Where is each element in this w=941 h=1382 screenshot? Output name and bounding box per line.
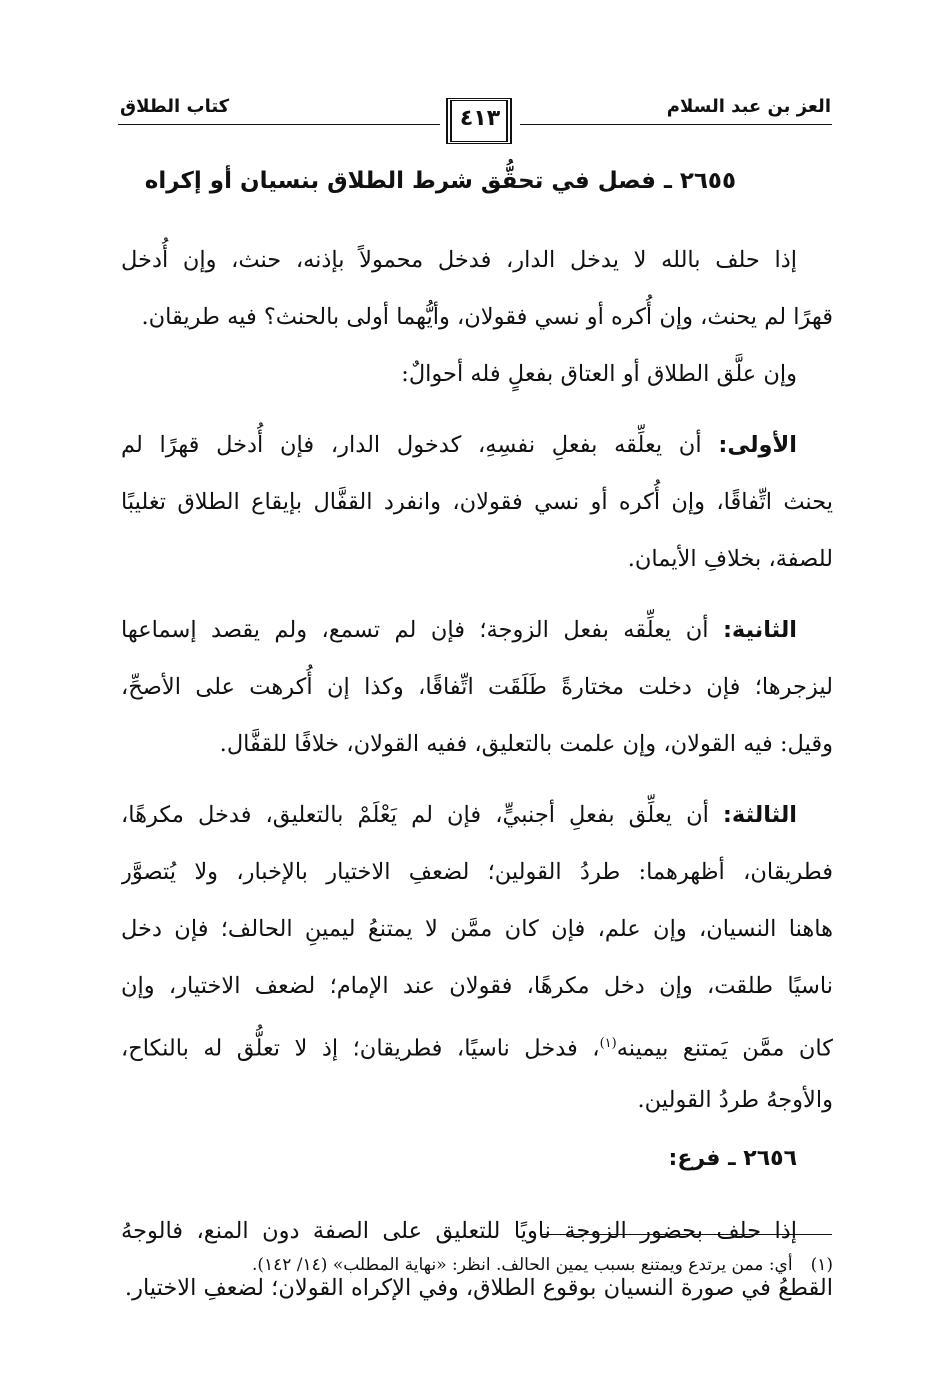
text-line: القطعُ في صورة النسيان بوقوع الطلاق، وفي الإكراه القولان؛ لضعفِ الاختيار. [124, 1275, 833, 1301]
text-line [121, 417, 833, 474]
case-label: الأولى: [718, 432, 797, 458]
text-span: أن يعلِّقه بفعلِ نفسِهِ، كدخول الدار، فإن أُدخل قهرًا لم [121, 432, 702, 458]
text-line: ناسيًا طلقت، وإن دخل مكرهًا، فقولان عند الإمام؛ لضعف الاختيار، وإن [121, 973, 833, 999]
text-line [121, 602, 833, 659]
text-line: فطريقان، أظهرهما: طردُ القولين؛ لضعفِ الاختيار بالإخبار، ولا يُتصوَّر [121, 859, 833, 885]
case-label: الثانية: [722, 617, 798, 643]
footnote-text: أي: ممن يرتدع ويمتنع بسبب يمين الحالف. انظر: «نهاية المطلب» (١٤/ ١٤٢). [251, 1255, 793, 1275]
footnote-marker: (١) [810, 1255, 833, 1275]
header-rule-right [520, 124, 832, 125]
text-line: وإن علَّق الطلاق أو العتاق بفعلٍ فله أحوالٌ: [401, 361, 797, 387]
text-line [121, 1015, 833, 1072]
case-label: الثالثة: [722, 802, 797, 828]
text-line: يحنث اتِّفاقًا، وإن أُكره أو نسي فقولان، وانفرد القفَّال بإيقاع الطلاق تغليبًا [121, 489, 833, 515]
paragraph-1 [121, 232, 833, 346]
text-line: ليزجرها؛ فإن دخلت مختارةً طَلَقَت اتِّفاقًا، وكذا إن أُكرهت على الأصحِّ، [121, 674, 833, 700]
footnote [252, 1255, 833, 1275]
page-number-ornament [440, 90, 520, 152]
text-span: كان ممَّن يَمتنع بيمينه [616, 1035, 833, 1062]
text-line: إذا حلف بالله لا يدخل الدار، فدخل محمولاً بإذنه، حنث، وإن أُدخل [121, 247, 797, 273]
text-line: وقيل: فيه القولان، وإن علمت بالتعليق، ففيه القولان، خلافًا للقفَّال. [219, 731, 833, 757]
footnote-separator [540, 1234, 832, 1235]
header-book-title: كتاب الطلاق [120, 96, 230, 117]
header-rule-left [118, 124, 440, 125]
paragraph-second-case [121, 602, 833, 773]
header-author: العز بن عبد السلام [666, 96, 831, 117]
page-number: ٤١٣ [459, 106, 501, 131]
paragraph-first-case [121, 417, 833, 588]
text-line: قهرًا لم يحنث، وإن أُكره أو نسي فقولان، وأيُّهما أولى بالحنث؟ فيه طريقان. [141, 304, 833, 330]
main-text [121, 232, 833, 1317]
text-span: ، فدخل ناسيًا، فطريقان؛ إذ لا تعلُّق له بالنكاح، [121, 1035, 600, 1062]
text-line: إذا حلف بحضور الزوجة ناويًا للتعليق على الصفة دون المنع، فالوجهُ [121, 1218, 797, 1244]
section-title: ٢٦٥٥ ـ فصل في تحقُّق شرط الطلاق بنسيان أو إكراه [144, 168, 736, 194]
subsection-title: ٢٦٥٦ ـ فرع: [668, 1146, 797, 1171]
text-span: أن يعلِّق بفعلِ أجنبيٍّ، فإن لم يَعْلَمْ بالتعليق، فدخل مكرهًا، [121, 802, 709, 828]
text-line [121, 787, 833, 844]
paragraph-2 [121, 346, 833, 403]
text-line: هاهنا النسيان، وإن علم، فإن كان ممَّن لا يمتنعُ ليمينِ الحالف؛ فإن دخل [121, 916, 833, 942]
footnote-reference[interactable]: (١) [599, 1036, 617, 1051]
paragraph-third-case [121, 787, 833, 1129]
text-line: للصفة، بخلافِ الأيمان. [627, 546, 833, 572]
text-span: أن يعلِّقه بفعل الزوجة؛ فإن لم تسمع، ولم يقصد إسماعها [121, 617, 709, 643]
text-line: والأوجهُ طردُ القولين. [637, 1087, 833, 1113]
